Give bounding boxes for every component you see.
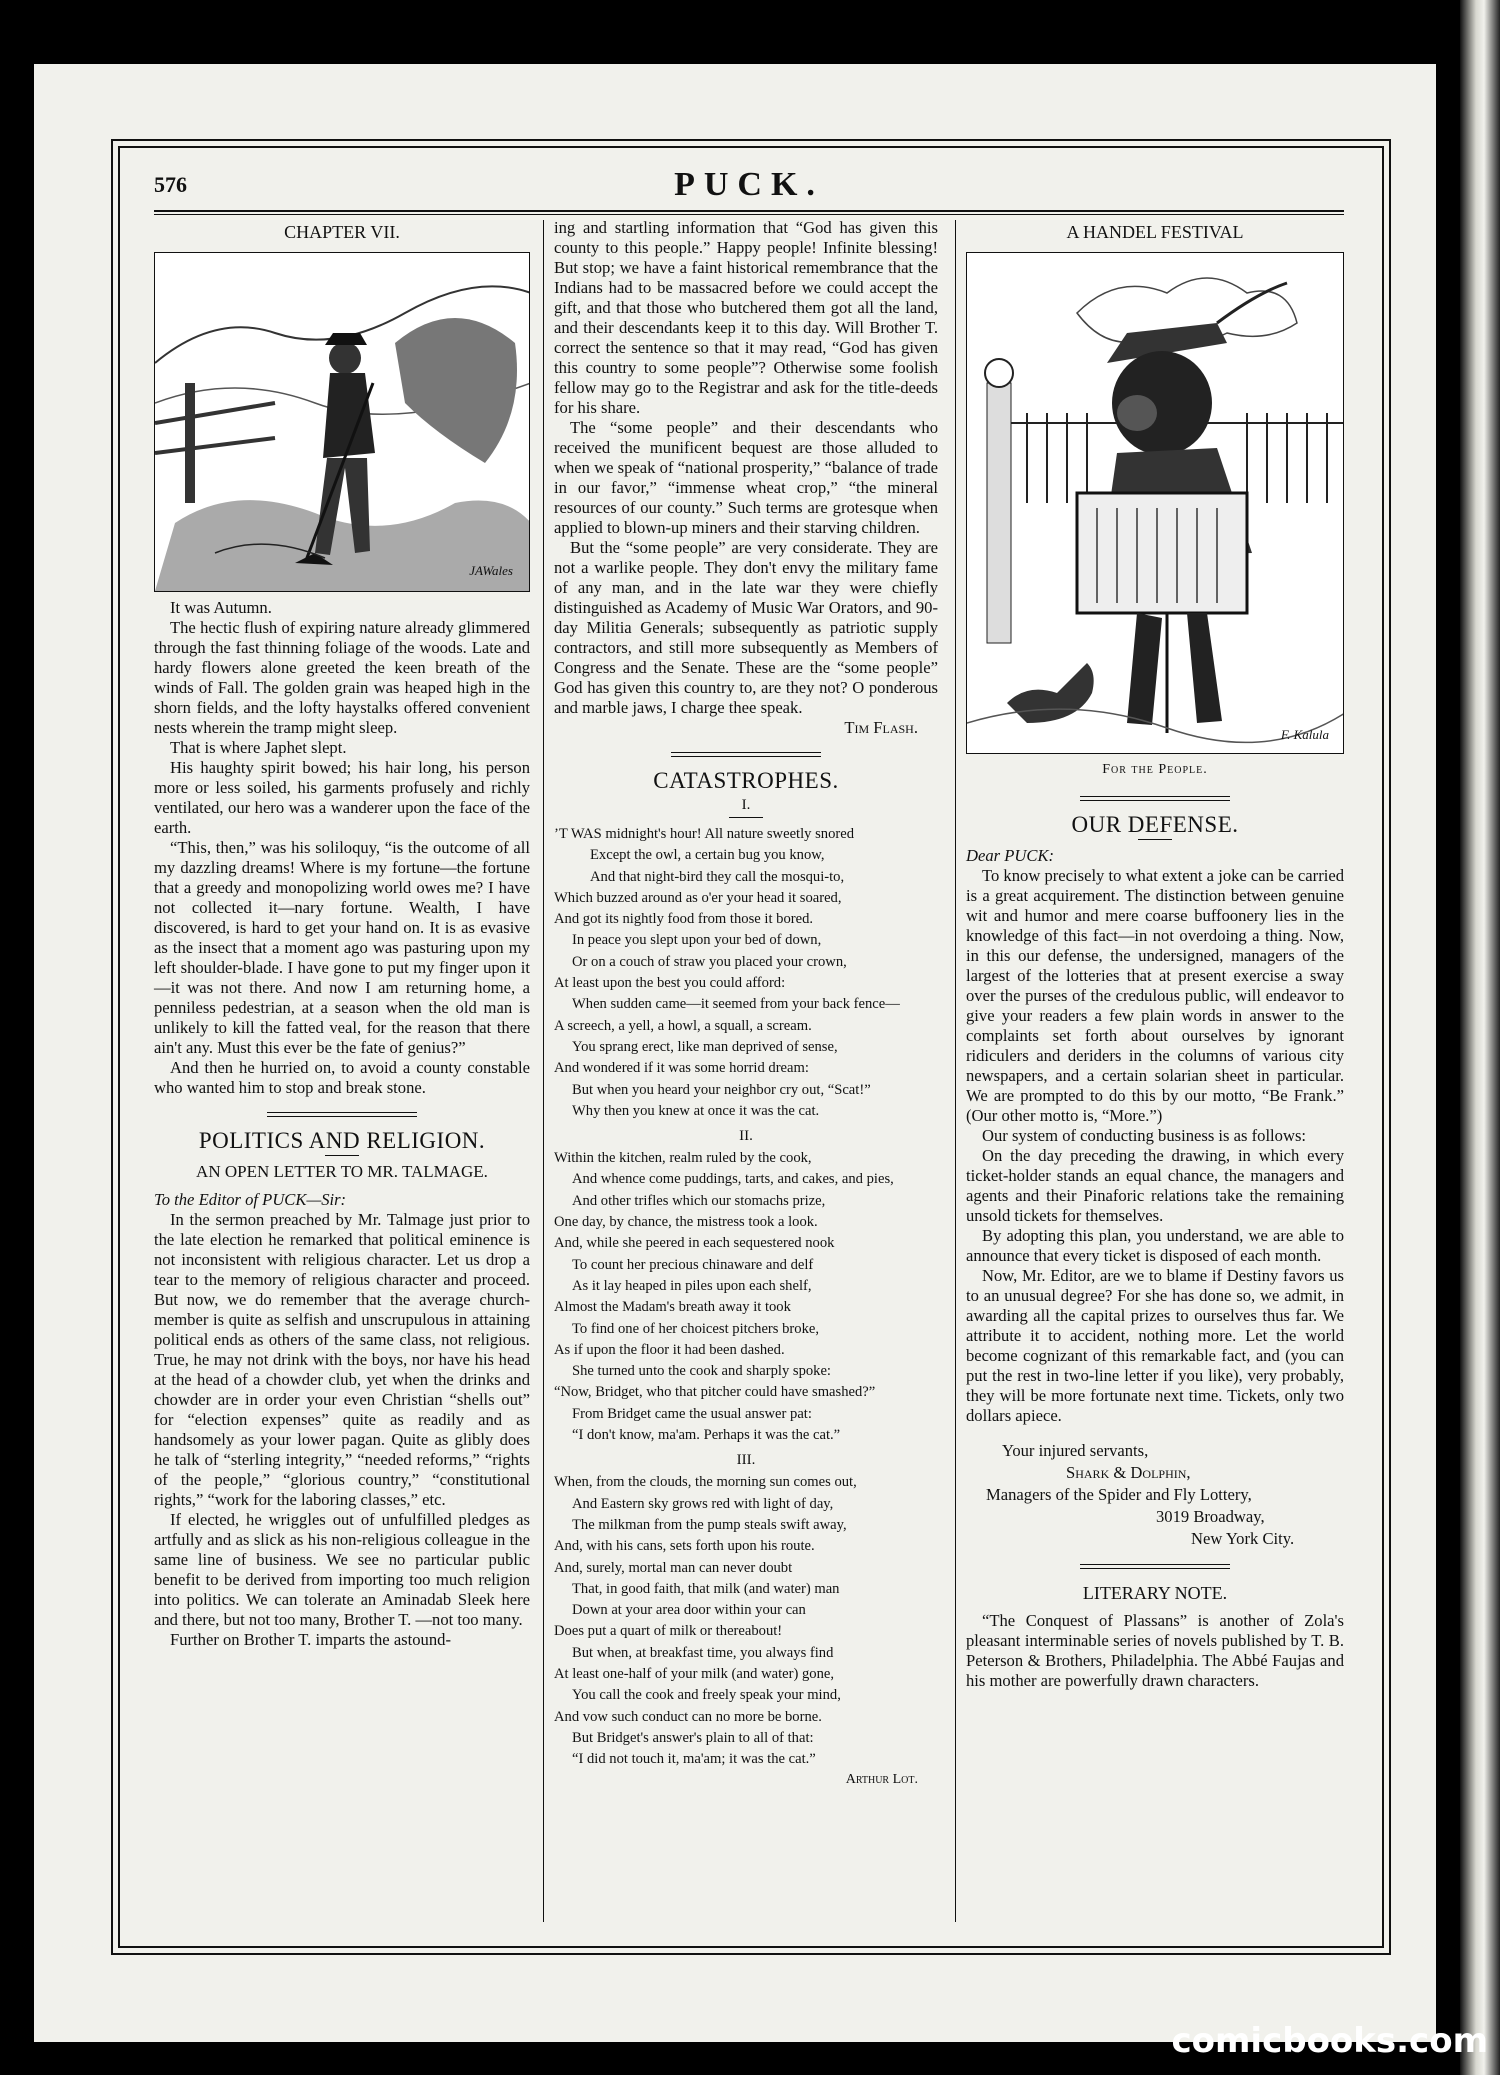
verse-line: Down at your area door within your can [572,1602,806,1619]
salutation: To the Editor of PUCK—Sir: [154,1190,347,1209]
verse-line: In peace you slept upon your bed of down, [572,932,822,949]
verse-line: Almost the Madam's breath away it took [554,1299,791,1316]
verse-line: A screech, a yell, a howl, a squall, a scream. [554,1017,812,1034]
closing-line: Your injured servants, [1002,1441,1149,1460]
paragraph: On the day preceding the drawing, in which every ticket-holder stands an equal chance, the managers and agents and their Pinaforic relations take the remaining unsold tickets for themselves. [966,1146,1344,1225]
politics-subtitle: AN OPEN LETTER TO MR. TALMAGE. [196,1162,488,1181]
section-separator [1080,1564,1230,1569]
verse-line: But Bridget's answer's plain to all of that: [572,1729,814,1746]
page-header [154,166,1344,206]
verse-line: And wondered if it was some horrid dream: [554,1060,809,1077]
part-label: I. [741,797,751,813]
verse-line: “Now, Bridget, who that pitcher could have smashed?” [554,1384,876,1401]
verse-line: Except the owl, a certain bug you know, [590,847,825,864]
part-label: II. [739,1128,753,1145]
verse-line: To count her precious chinaware and delf [572,1256,814,1273]
paragraph: The hectic flush of expiring nature already glimmered through the fast thinning foliage of the woods. Late and hardy flowers alone greeted the keen breath of the winds of Fall. The golden grain was heaped high in the shorn fields, and the lofty haystalks offered convenient nests wherein the tramp might sleep. [154,618,530,737]
verse-line: At least upon the best you could afford: [554,975,786,992]
section-separator [1080,796,1230,801]
paragraph: By adopting this plan, you understand, we are able to announce that every ticket is disposed of each month. [966,1226,1344,1265]
verse-line: And whence come puddings, tarts, and cakes, and pies, [572,1171,894,1188]
column-rule-2 [955,220,956,1922]
poem-part-1 [554,824,938,1122]
paragraph: His haughty spirit bowed; his hair long, his person more or less soiled, his garments profusely and richly ventilated, our hero was a wanderer upon the face of the earth. [154,758,530,837]
verse-line: “I don't know, ma'am. Perhaps it was the cat.” [572,1427,841,1444]
section-separator [267,1112,417,1117]
organization: Managers of the Spider and Fly Lottery, [986,1485,1252,1504]
verse-line: And that night-bird they call the mosqui-to, [590,868,845,885]
verse-line: ’T WAS midnight's hour! All nature sweetly snored [554,826,855,842]
verse-line: At least one-half of your milk (and water) gone, [554,1665,835,1682]
illustration-signature: JAWales [469,563,513,578]
paragraph: To know precisely to what extent a joke can be carried is a great acquirement. The distinction between genuine wit and humor and mere coarse buffoonery lies in the knowledge of this fact—in not overdoing a thing. Now, in this our defense, the undersigned, managers of the largest of the lotteries that at present exercise a sway over the purses of the credulous public, will endeavor to give your readers a few plain words in answer to the complaints set forth about ourselves by ignorant ridiculers and deriders in the columns of various city newspapers, and a certain solarian sheet in particular. We are prompted to do this by our motto, “Be Frank.” (Our other motto is, “More.”) [966,866,1344,1125]
address-line-2: New York City. [1191,1529,1295,1548]
paragraph: ing and startling information that “God has given this county to this people.” Happy people! Infinite blessing! But stop; we have a faint historical remembrance that the Indians had to be massacred before we could accept the gift, and that those who butchered them got all the land, and their descendants keep it to this day. Will Brother T. correct the sentence so that it may read, “God has given this country to some people”? Otherwise some foolish fellow may go to the Registrar and ask for the title-deeds for his share. [554,218,938,417]
verse-line: When, from the clouds, the morning sun comes out, [554,1474,857,1491]
organ-grinder-illustration [966,252,1344,754]
literary-title: LITERARY NOTE. [1082,1583,1228,1603]
page-number: 576 [154,172,187,197]
festival-title: A HANDEL FESTIVAL [1066,222,1244,242]
defense-title: OUR DEFENSE. [1071,812,1239,837]
paragraph: That is where Japhet slept. [170,738,347,757]
short-rule [325,1155,359,1156]
poem-part-2 [554,1148,938,1446]
verse-line: From Bridget came the usual answer pat: [572,1405,812,1422]
column-2 [554,218,938,1790]
verse-line: Does put a quart of milk or thereabout! [554,1623,783,1640]
paragraph: Further on Brother T. imparts the astound- [170,1630,451,1649]
verse-line: But when you heard your neighbor cry out, “Scat!” [572,1081,871,1098]
illustration-caption: For the People. [1102,762,1208,777]
short-rule [729,817,763,818]
verse-line: And, while she peered in each sequestered nook [554,1235,835,1252]
poem-part-3 [554,1472,938,1770]
column-3 [966,218,1344,1691]
paragraph: The “some people” and their descendants who received the munificent bequest are those alluded to when we speak of “national prosperity,” “balance of trade in our favor,” “immense wheat crop,” “the mineral resources of our county.” Such terms are grotesque when applied to blown-up miners and their starving children. [554,418,938,537]
short-rule [1138,839,1172,840]
verse-line: As if upon the floor it had been dashed. [554,1341,785,1358]
tramp-illustration [154,252,530,592]
verse-line: To find one of her choicest pitchers broke, [572,1320,819,1337]
paragraph: And then he hurried on, to avoid a county constable who wanted him to stop and break stone. [154,1058,530,1097]
watermark: comicbooks.com [1171,2021,1488,2061]
paragraph: “This, then,” was his soliloquy, “is the outcome of all my dazzling dreams! Where is my fortune—the fortune that a greedy and monopolizing world owes me? I have not collected it—nary fortune. Wealth, I have discovered, is hard to get your hand on. It is as evasive as the insect that a moment ago was pasturing upon my left shoulder-blade. I have gone to put my finger upon it—it was not there. And now I am returning home, a penniless pedestrian, at a season when the old man is unlikely to kill the fatted veal, for the reason that there ain't any. Must this ever be the fate of genius?” [154,838,530,1057]
poem-signature: Arthur Lot. [845,1772,918,1788]
verse-line: You sprang erect, like man deprived of sense, [572,1038,838,1055]
verse-line: One day, by chance, the mistress took a look. [554,1214,818,1231]
verse-line: And got its nightly food from those it bored. [554,911,814,928]
verse-line: And, with his cans, sets forth upon his route. [554,1538,815,1555]
organ-grinder-illustration-icon [967,253,1344,753]
verse-line: And Eastern sky grows red with light of day, [572,1495,834,1512]
verse-line: And vow such conduct can no more be borne. [554,1708,822,1725]
verse-line: But when, at breakfast time, you always find [572,1644,834,1661]
binding-edge [1460,0,1500,2075]
paragraph: But the “some people” are very considerate. They are not a warlike people. They don't envy the military fame of any man, and in the late war they were chiefly distinguished as Academy of Music War Orators, and 90-day Militia Generals; subsequently as patriotic supply contractors, and still more subsequently as Members of Congress and the Senate. These are the “some people” God has given this country to, are they not? O ponderous and marble jaws, I charge thee speak. [554,538,938,717]
verse-line: That, in good faith, that milk (and water) man [572,1580,840,1597]
verse-line: Which buzzed around as o'er your head it soared, [554,889,842,906]
verse-line: And other trifles which our stomachs prize, [572,1192,826,1209]
verse-line: As it lay heaped in piles upon each shelf, [572,1277,812,1294]
article-signature: Tim Flash. [844,718,918,737]
verse-line: She turned unto the cook and sharply spoke: [572,1363,831,1380]
verse-line: Within the kitchen, realm ruled by the cook, [554,1150,812,1167]
chapter-heading: CHAPTER VII. [284,222,400,242]
paragraph: Our system of conducting business is as follows: [982,1126,1307,1145]
paragraph: If elected, he wriggles out of unfulfilled pledges as artfully and as slick as his non-religious colleague in the same line of business. We see no particular public benefit to be derived from importing too much religion into politics. We can tolerate an Aminadab Sleek here and there, but not too many, Brother T. —not too many. [154,1510,530,1629]
paragraph: Now, Mr. Editor, are we to blame if Destiny favors us to an unusual degree? For she has done so, we admit, in awarding all the capital prizes to ourselves thus far. We attribute it to accident, nothing more. Let the world become cognizant of this remarkable fact, and (you can put the rest in two-line letter if you like), very probably, they will be more fortunate next time. Tickets, only two dollars apiece. [966,1266,1344,1425]
verse-line: Or on a couch of straw you placed your crown, [572,953,847,970]
illustration-signature: F. Kalula [1280,727,1329,742]
signers: Shark & Dolphin, [1066,1463,1191,1482]
verse-line: “I did not touch it, ma'am; it was the cat.” [572,1751,816,1768]
salutation: Dear PUCK: [966,846,1055,865]
verse-line: You call the cook and freely speak your mind, [572,1687,841,1704]
address-line-1: 3019 Broadway, [1156,1507,1265,1526]
paragraph: In the sermon preached by Mr. Talmage just prior to the late election he remarked that political eminence is not inconsistent with religious character. Let us drop a tear to the memory of religious character and proceed. But now, we do remember that the average church-member is quite as selfish and unscrupulous in attaining political ends as others of the same class, not religious. True, he may not drink with the boys, nor have his head at the head of a chowder club, yet when the drinks and chowder are in order your even Christian “shells out” for “election expenses” quite as readily and as handsomely as your lower pagan. Quite as glibly does he talk of “sterling integrity,” “needed reforms,” “rights of the people,” “glorious country,” “constitutional rights,” “work for the laboring classes,” etc. [154,1210,530,1509]
masthead: PUCK. [674,166,824,203]
verse-line: And, surely, mortal man can never doubt [554,1559,793,1576]
verse-line: Why then you knew at once it was the cat. [572,1102,820,1119]
verse-line: The milkman from the pump steals swift away, [572,1516,847,1533]
paragraph: “The Conquest of Plassans” is another of Zola's pleasant interminable series of novels published by T. B. Peterson & Brothers, Philadelphia. The Abbé Faujas and his mother are powerfully drawn characters. [966,1611,1344,1690]
letter-closing [966,1440,1344,1550]
column-rule-1 [543,220,544,1922]
section-separator [671,752,821,757]
tramp-walking-illustration-icon [155,253,530,591]
verse-line: When sudden came—it seemed from your back fence— [572,996,900,1013]
paragraph: It was Autumn. [170,598,272,617]
column-1 [154,218,530,1650]
catastrophes-title: CATASTROPHES. [653,768,839,793]
part-label: III. [736,1452,756,1469]
header-rule [154,210,1344,215]
politics-title: POLITICS AND RELIGION. [198,1128,486,1153]
